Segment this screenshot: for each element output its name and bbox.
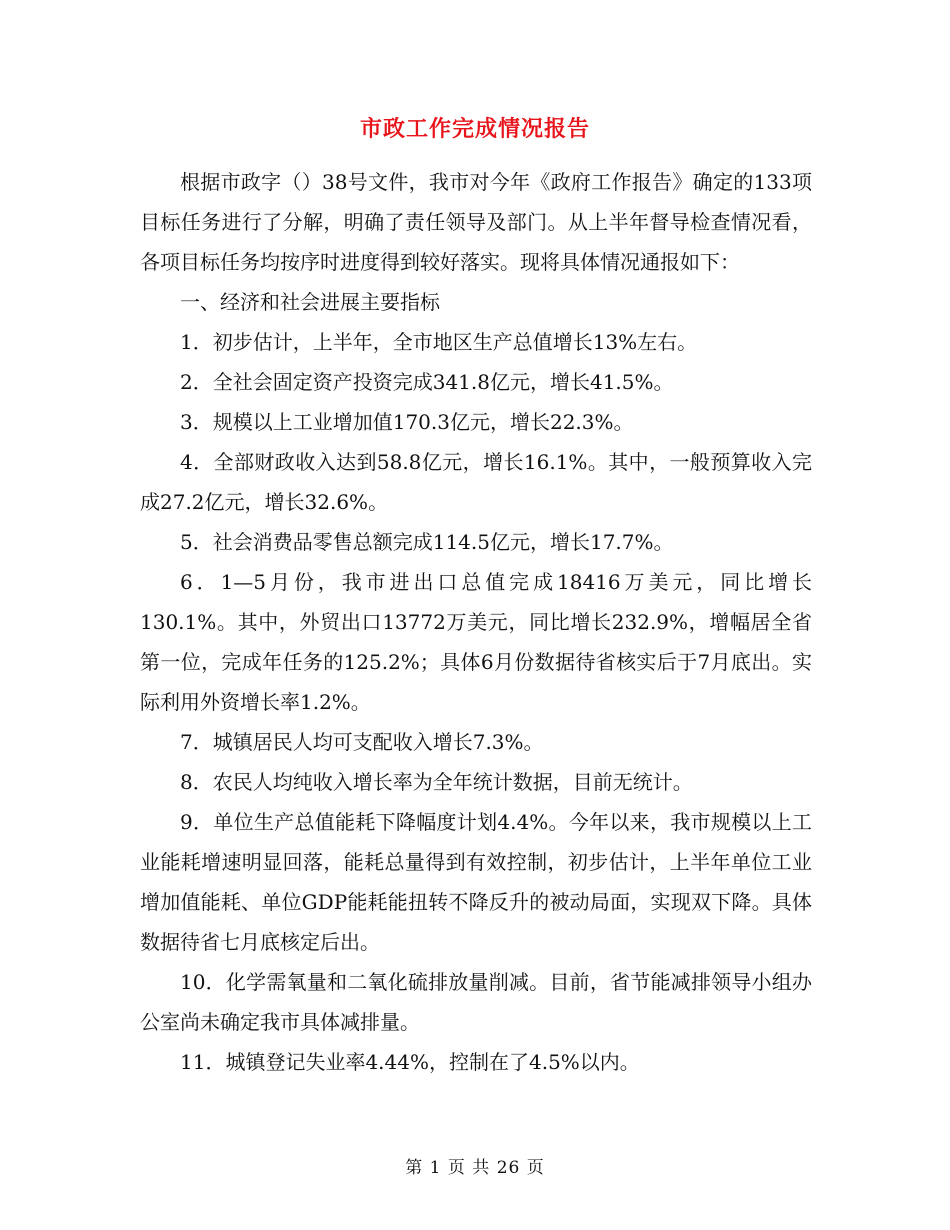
paragraph-intro: 根据市政字（）38号文件，我市对今年《政府工作报告》确定的133项目标任务进行了分解，明确了责任领导及部门。从上半年督导检查情况看，各项目标任务均按序时进度得到较好落实。现将具体情况通报如下：	[140, 170, 812, 274]
list-item: 4．全部财政收入达到58.8亿元，增长16.1%。其中，一般预算收入完成27.2亿元，增长32.6%。	[140, 450, 812, 514]
list-item: 2．全社会固定资产投资完成341.8亿元，增长41.5%。	[180, 370, 674, 394]
list-item: 1．初步估计，上半年，全市地区生产总值增长13%左右。	[180, 330, 698, 354]
list-item: 5．社会消费品零售总额完成114.5亿元，增长17.7%。	[180, 530, 674, 554]
section-heading: 一、经济和社会进展主要指标	[180, 290, 440, 314]
page-footer: 第 1 页 共 26 页	[405, 1158, 545, 1178]
document-body	[140, 162, 812, 1082]
document-title: 市政工作完成情况报告	[359, 116, 590, 142]
list-item: 11．城镇登记失业率4.44%，控制在了4.5%以内。	[180, 1050, 640, 1074]
list-item: 7．城镇居民人均可支配收入增长7.3%。	[180, 730, 544, 754]
list-item: 8．农民人均纯收入增长率为全年统计数据，目前无统计。	[180, 770, 693, 794]
list-item: 9．单位生产总值能耗下降幅度计划4.4%。今年以来，我市规模以上工业能耗增速明显回落，能耗总量得到有效控制，初步估计，上半年单位工业增加值能耗、单位GDP能耗能扭转不降反升的被动局面，实现双下降。具体数据待省七月底核定后出。	[140, 810, 812, 954]
list-item: 3．规模以上工业增加值170.3亿元，增长22.3%。	[180, 410, 634, 434]
list-item: 10．化学需氧量和二氧化硫排放量削减。目前，省节能减排领导小组办公室尚未确定我市具体减排量。	[140, 970, 812, 1034]
list-item: 6．1—5月份，我市进出口总值完成18416万美元，同比增长130.1%。其中，外贸出口13772万美元，同比增长232.9%，增幅居全省第一位，完成年任务的125.2%；具体6月份数据待省核实后于7月底出。实际利用外资增长率1.2%。	[140, 570, 812, 714]
